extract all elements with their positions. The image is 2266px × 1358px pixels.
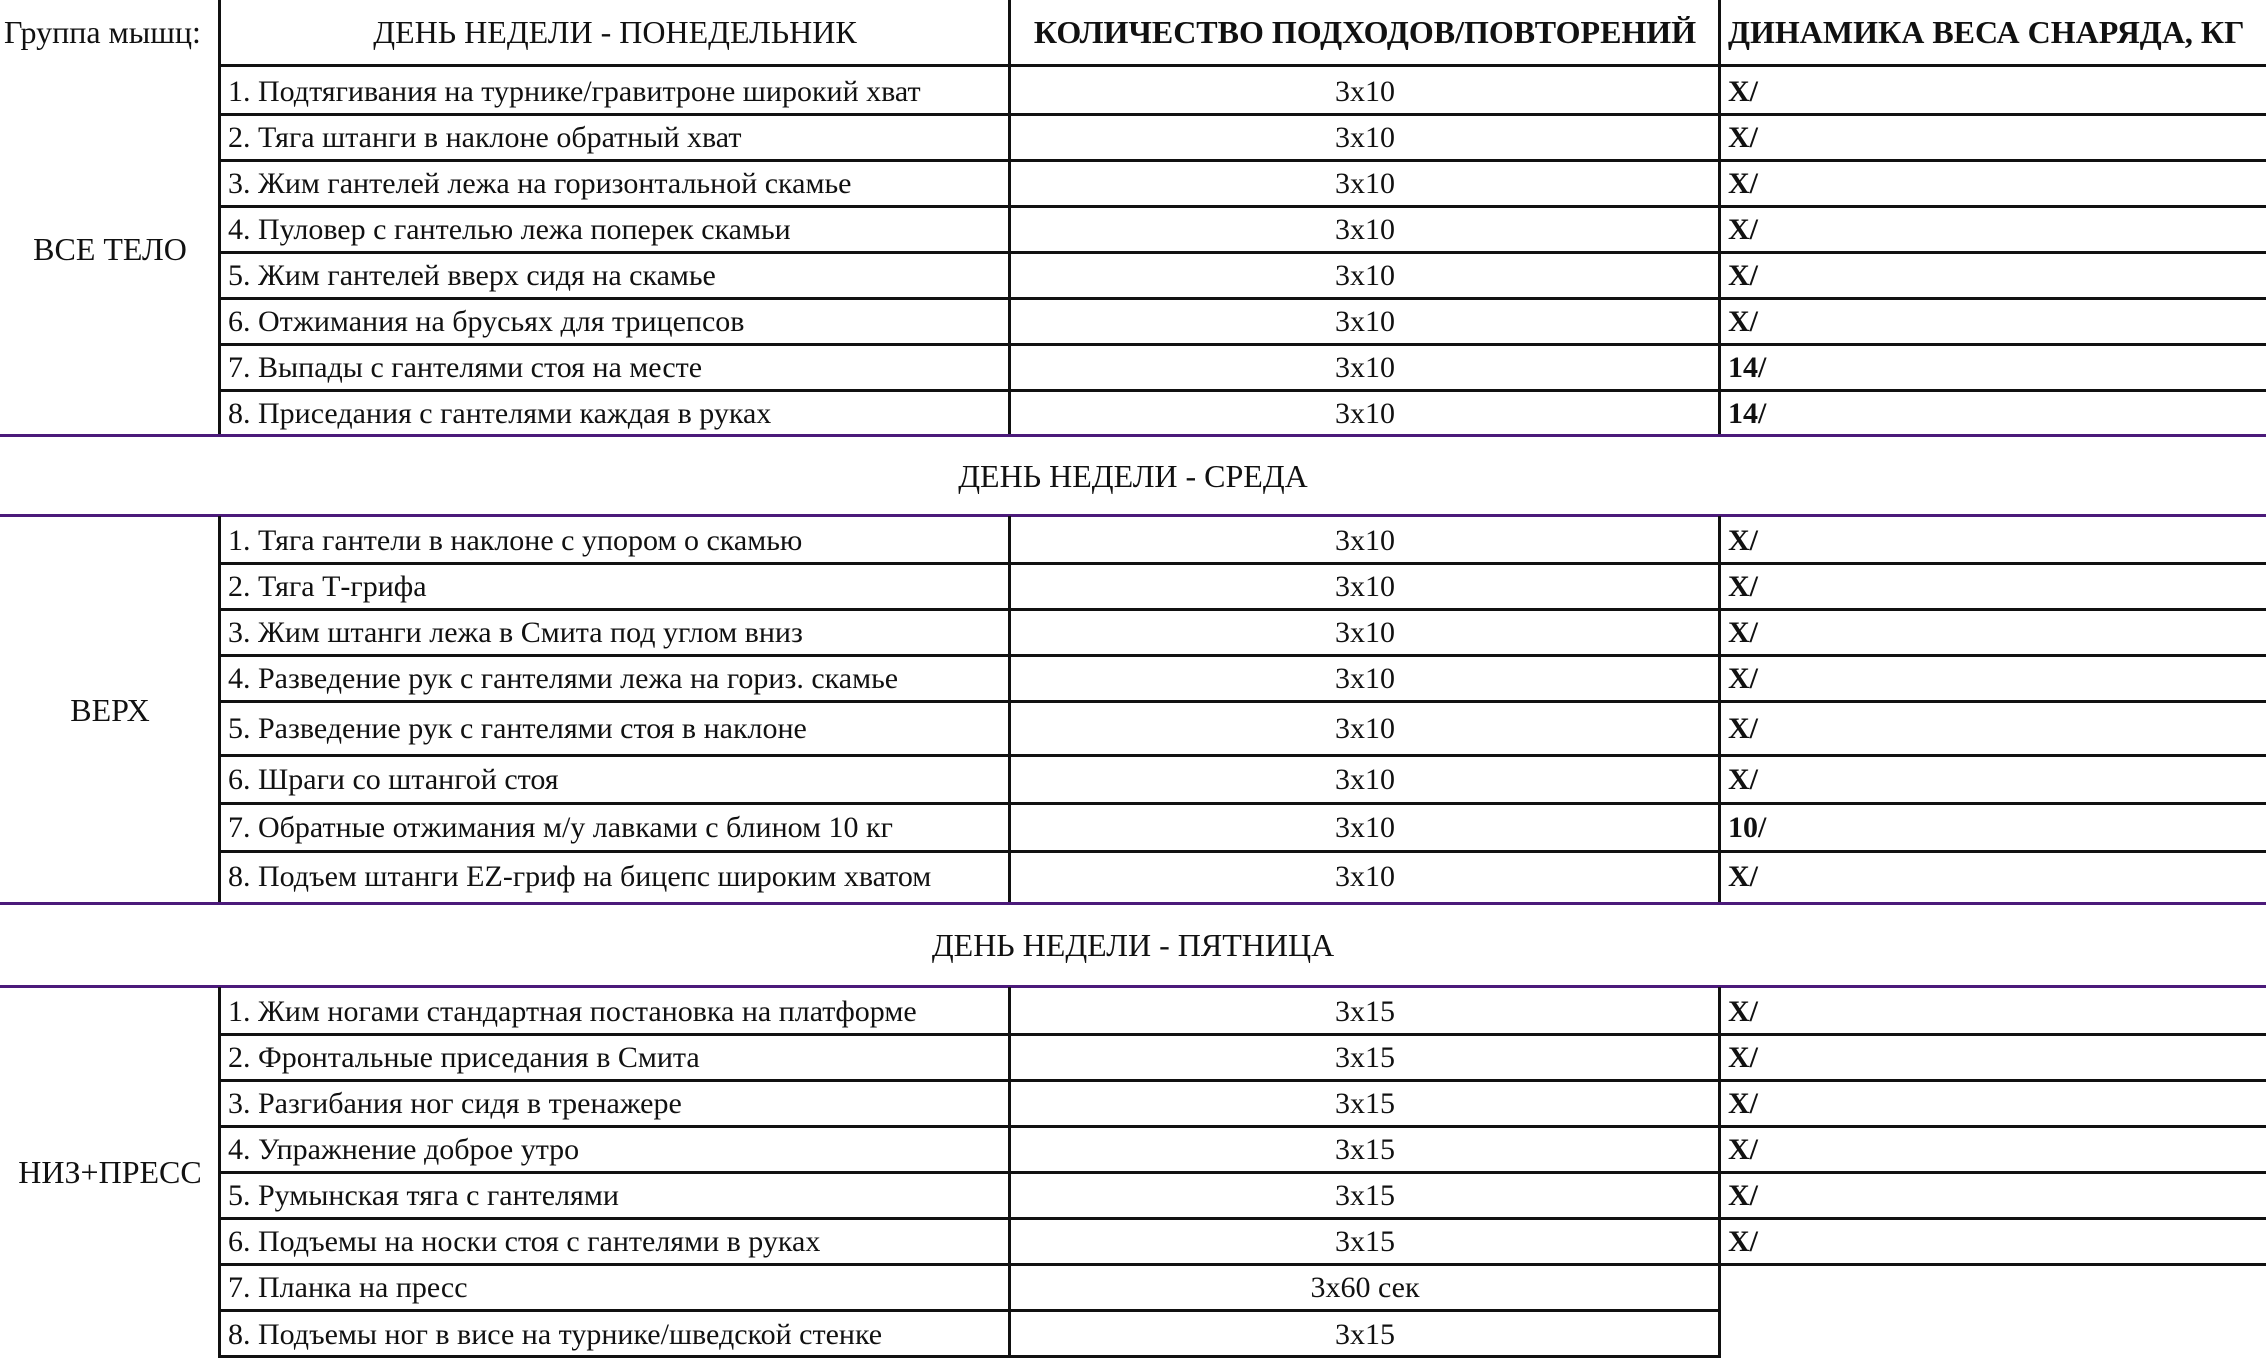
exercise-cell[interactable]: 8. Подъем штанги EZ-гриф на бицепс широким хватом (228, 860, 932, 893)
day-label-friday[interactable]: ДЕНЬ НЕДЕЛИ - ПЯТНИЦА (931, 927, 1335, 963)
grid-line (220, 251, 2266, 254)
grid-line (220, 64, 2266, 67)
dynamics-cell[interactable] (1720, 1265, 2266, 1311)
exercise-cell[interactable]: 2. Тяга Т-грифа (228, 570, 427, 603)
dynamics-cell[interactable]: Х/ (1728, 616, 1758, 649)
sets-cell[interactable]: 3х10 (1335, 167, 1395, 200)
exercise-cell[interactable]: 8. Подъемы ног в висе на турнике/шведской стенке (228, 1317, 883, 1351)
grid-line (220, 297, 2266, 300)
grid-line (1718, 0, 1721, 437)
dynamics-cell[interactable]: Х/ (1728, 662, 1758, 695)
exercise-cell[interactable]: 7. Планка на пресс (228, 1271, 468, 1304)
sets-cell[interactable]: 3х10 (1335, 397, 1395, 430)
sets-cell[interactable]: 3х10 (1335, 259, 1395, 292)
grid-line (218, 516, 221, 904)
sets-cell[interactable]: 3х15 (1335, 1179, 1395, 1212)
exercise-cell[interactable]: 3. Жим гантелей лежа на горизонтальной скамье (228, 167, 852, 200)
grid-line (220, 654, 2266, 657)
exercise-cell[interactable]: 6. Подъемы на носки стоя с гантелями в руках (228, 1225, 821, 1258)
header-dynamics[interactable]: ДИНАМИКА ВЕСА СНАРЯДА, КГ (1728, 14, 2245, 50)
sets-cell[interactable]: 3х10 (1335, 712, 1395, 745)
dynamics-cell[interactable]: Х/ (1728, 1133, 1758, 1166)
grid-line (220, 205, 2266, 208)
exercise-cell[interactable]: 8. Приседания с гантелями каждая в руках (228, 397, 772, 430)
sets-cell[interactable]: 3х60 сек (1310, 1271, 1420, 1304)
group-cell-full-body[interactable]: ВСЕ ТЕЛО (33, 231, 187, 267)
sets-cell[interactable]: 3х10 (1335, 351, 1395, 384)
grid-line (220, 608, 2266, 611)
dynamics-cell[interactable]: Х/ (1728, 995, 1758, 1028)
block-divider (0, 985, 2266, 988)
grid-line (220, 700, 2266, 703)
header-group[interactable]: Группа мышц: (4, 14, 201, 50)
dynamics-cell[interactable]: Х/ (1728, 860, 1758, 893)
header-day[interactable]: ДЕНЬ НЕДЕЛИ - ПОНЕДЕЛЬНИК (373, 14, 857, 50)
dynamics-cell[interactable]: 10/ (1728, 811, 1767, 844)
exercise-cell[interactable]: 1. Тяга гантели в наклоне с упором о скамью (228, 524, 803, 557)
sets-cell[interactable]: 3х10 (1335, 662, 1395, 695)
dynamics-cell[interactable]: Х/ (1728, 213, 1758, 246)
dynamics-cell[interactable]: Х/ (1728, 167, 1758, 200)
grid-line (220, 802, 2266, 805)
sets-cell[interactable]: 3х15 (1335, 995, 1395, 1028)
exercise-cell[interactable]: 1. Жим ногами стандартная постановка на платформе (228, 995, 917, 1028)
grid-line (220, 1217, 2266, 1220)
grid-line (1008, 516, 1011, 904)
grid-line (220, 850, 2266, 853)
day-label-wednesday[interactable]: ДЕНЬ НЕДЕЛИ - СРЕДА (958, 458, 1308, 494)
exercise-cell[interactable]: 6. Отжимания на брусьях для трицепсов (228, 305, 745, 338)
dynamics-cell[interactable]: Х/ (1728, 763, 1758, 796)
sets-cell[interactable]: 3х10 (1335, 860, 1395, 893)
grid-line (220, 1033, 2266, 1036)
block-divider (0, 514, 2266, 517)
grid-line (220, 113, 2266, 116)
sets-cell[interactable]: 3х15 (1335, 1087, 1395, 1120)
sets-cell[interactable]: 3х10 (1335, 213, 1395, 246)
dynamics-cell[interactable]: 14/ (1728, 397, 1767, 430)
sets-cell[interactable]: 3х15 (1335, 1133, 1395, 1166)
sets-cell[interactable]: 3х15 (1335, 1225, 1395, 1258)
grid-line (218, 0, 221, 437)
grid-line (220, 1125, 2266, 1128)
sets-cell[interactable]: 3х10 (1335, 305, 1395, 338)
grid-line (220, 1171, 2266, 1174)
exercise-cell[interactable]: 5. Разведение рук с гантелями стоя в наклоне (228, 712, 807, 745)
exercise-cell[interactable]: 1. Подтягивания на турнике/гравитроне широкий хват (228, 75, 921, 108)
group-cell-upper[interactable]: ВЕРХ (70, 692, 150, 728)
grid-line (1718, 516, 1721, 904)
sets-cell[interactable]: 3х10 (1335, 524, 1395, 557)
exercise-cell[interactable]: 3. Жим штанги лежа в Смита под углом вниз (228, 616, 803, 649)
dynamics-cell[interactable]: Х/ (1728, 712, 1758, 745)
grid-line (220, 343, 2266, 346)
exercise-cell[interactable]: 2. Фронтальные приседания в Смита (228, 1041, 700, 1074)
exercise-cell[interactable]: 2. Тяга штанги в наклоне обратный хват (228, 121, 742, 154)
dynamics-cell[interactable]: Х/ (1728, 259, 1758, 292)
dynamics-cell[interactable]: Х/ (1728, 75, 1758, 108)
sets-cell[interactable]: 3х10 (1335, 75, 1395, 108)
grid-line (220, 389, 2266, 392)
exercise-cell[interactable]: 4. Пуловер с гантелью лежа поперек скамьи (228, 213, 791, 246)
grid-line (220, 754, 2266, 757)
dynamics-cell[interactable]: Х/ (1728, 524, 1758, 557)
header-sets[interactable]: КОЛИЧЕСТВО ПОДХОДОВ/ПОВТОРЕНИЙ (1033, 14, 1697, 50)
grid-line (220, 159, 2266, 162)
group-cell-lower-abs[interactable]: НИЗ+ПРЕСС (18, 1154, 202, 1190)
exercise-cell[interactable]: 4. Разведение рук с гантелями лежа на гориз. скамье (228, 662, 899, 695)
exercise-cell[interactable]: 6. Шраги со штангой стоя (228, 763, 559, 796)
exercise-cell[interactable]: 7. Обратные отжимания м/у лавками с блином 10 кг (228, 811, 893, 844)
grid-line (220, 562, 2266, 565)
exercise-cell[interactable]: 3. Разгибания ног сидя в тренажере (228, 1087, 682, 1120)
dynamics-cell[interactable]: 14/ (1728, 351, 1767, 384)
dynamics-cell[interactable]: Х/ (1728, 570, 1758, 603)
sets-cell[interactable]: 3х10 (1335, 121, 1395, 154)
grid-line (220, 1263, 2266, 1266)
dynamics-cell[interactable]: Х/ (1728, 1225, 1758, 1258)
exercise-cell[interactable]: 5. Румынская тяга с гантелями (228, 1179, 619, 1212)
dynamics-cell[interactable]: Х/ (1728, 121, 1758, 154)
dynamics-cell[interactable]: Х/ (1728, 1179, 1758, 1212)
exercise-cell[interactable]: 5. Жим гантелей вверх сидя на скамье (228, 259, 716, 292)
dynamics-cell[interactable]: Х/ (1728, 1041, 1758, 1074)
grid-line (220, 1309, 1720, 1312)
sets-cell[interactable]: 3х10 (1335, 763, 1395, 796)
sets-cell[interactable]: 3х10 (1335, 616, 1395, 649)
grid-line (1008, 0, 1011, 437)
grid-line (220, 1079, 2266, 1082)
block-divider (0, 902, 2266, 905)
sets-cell[interactable]: 3х10 (1335, 570, 1395, 603)
dynamics-cell[interactable]: Х/ (1728, 1087, 1758, 1120)
dynamics-cell[interactable]: Х/ (1728, 305, 1758, 338)
sets-cell[interactable]: 3х15 (1335, 1317, 1395, 1351)
exercise-cell[interactable]: 7. Выпады с гантелями стоя на месте (228, 351, 703, 384)
sets-cell[interactable]: 3х10 (1335, 811, 1395, 844)
dynamics-cell[interactable] (1720, 1311, 2266, 1358)
exercise-cell[interactable]: 4. Упражнение доброе утро (228, 1133, 580, 1166)
block-divider (0, 434, 2266, 437)
sets-cell[interactable]: 3х15 (1335, 1041, 1395, 1074)
